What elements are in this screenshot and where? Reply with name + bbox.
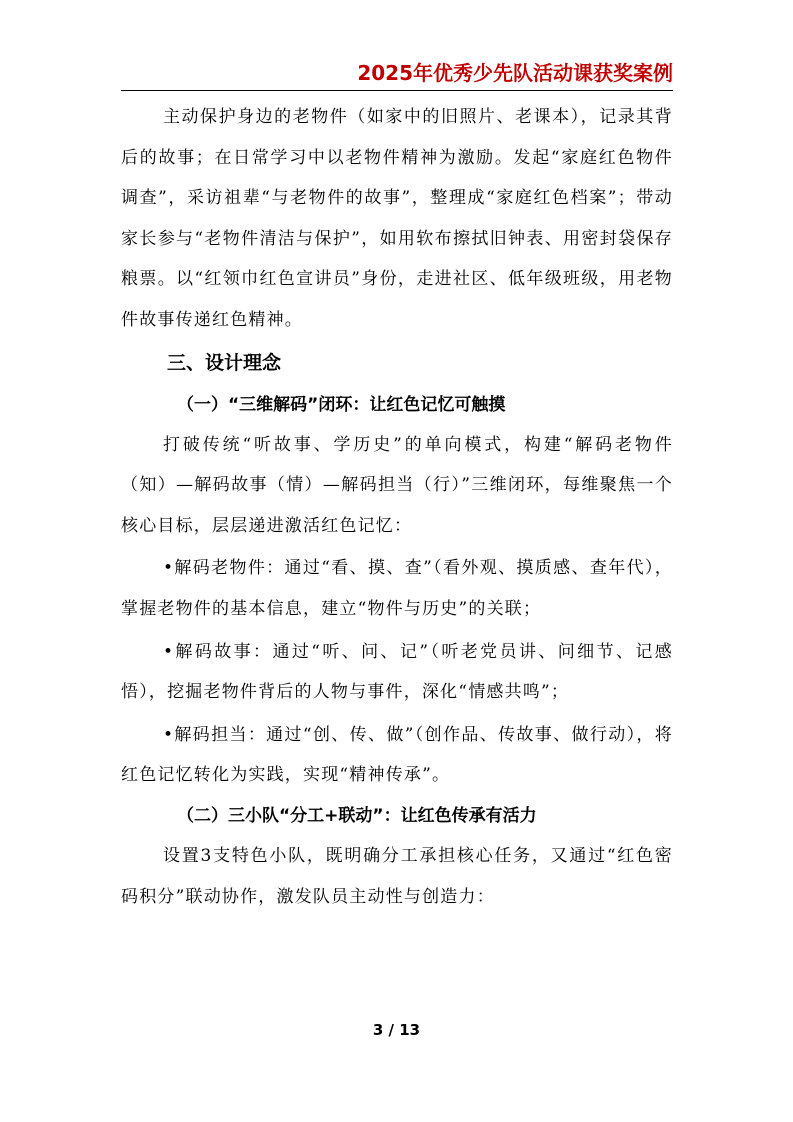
page-number: 3 / 13	[372, 1021, 421, 1039]
header-divider	[121, 90, 673, 91]
subsection-1-paragraph: 打破传统“听故事、学历史”的单向模式，构建“解码老物件（知）—解码故事（情）—解码担当（行）”三维闭环，每维聚焦一个核心目标，层层递进激活红色记忆：	[121, 434, 673, 536]
page-body	[121, 97, 673, 917]
bullet-item-2: •解码故事：通过“听、问、记”（听老党员讲、问细节、记感悟），挖掘老物件背后的人物与事件，深化“情感共鸣”；	[121, 641, 673, 703]
paragraph-continued: 主动保护身边的老物件（如家中的旧照片、老课本），记录其背后的故事；在日常学习中以老物件精神为激励。发起“家庭红色物件调查”，采访祖辈“与老物件的故事”，整理成“家庭红色档案”；带动家长参与“老物件清洁与保护”，如用软布擦拭旧钟表、用密封袋保存粮票。以“红领巾红色宣讲员”身份，走进社区、低年级班级，用老物件故事传递红色精神。	[121, 107, 673, 330]
section-heading: 三、设计理念	[167, 351, 282, 374]
subsection-heading-2: （二）三小队“分工+联动”：让红色传承有活力	[177, 805, 537, 826]
subsection-heading-1: （一）“三维解码”闭环：让红色记忆可触摸	[177, 394, 506, 415]
document-header-title: 2025年优秀少先队活动课获奖案例	[357, 61, 673, 85]
bullet-item-3: •解码担当：通过“创、传、做”（创作品、传故事、做行动），将红色记忆转化为实践，实现“精神传承”。	[121, 724, 673, 786]
bullet-item-1: •解码老物件：通过“看、摸、查”（看外观、摸质感、查年代），掌握老物件的基本信息，建立“物件与历史”的关联；	[121, 558, 673, 619]
subsection-2-paragraph: 设置3支特色小队，既明确分工承担核心任务，又通过“红色密码积分”联动协作，激发队员主动性与创造力：	[121, 845, 673, 907]
